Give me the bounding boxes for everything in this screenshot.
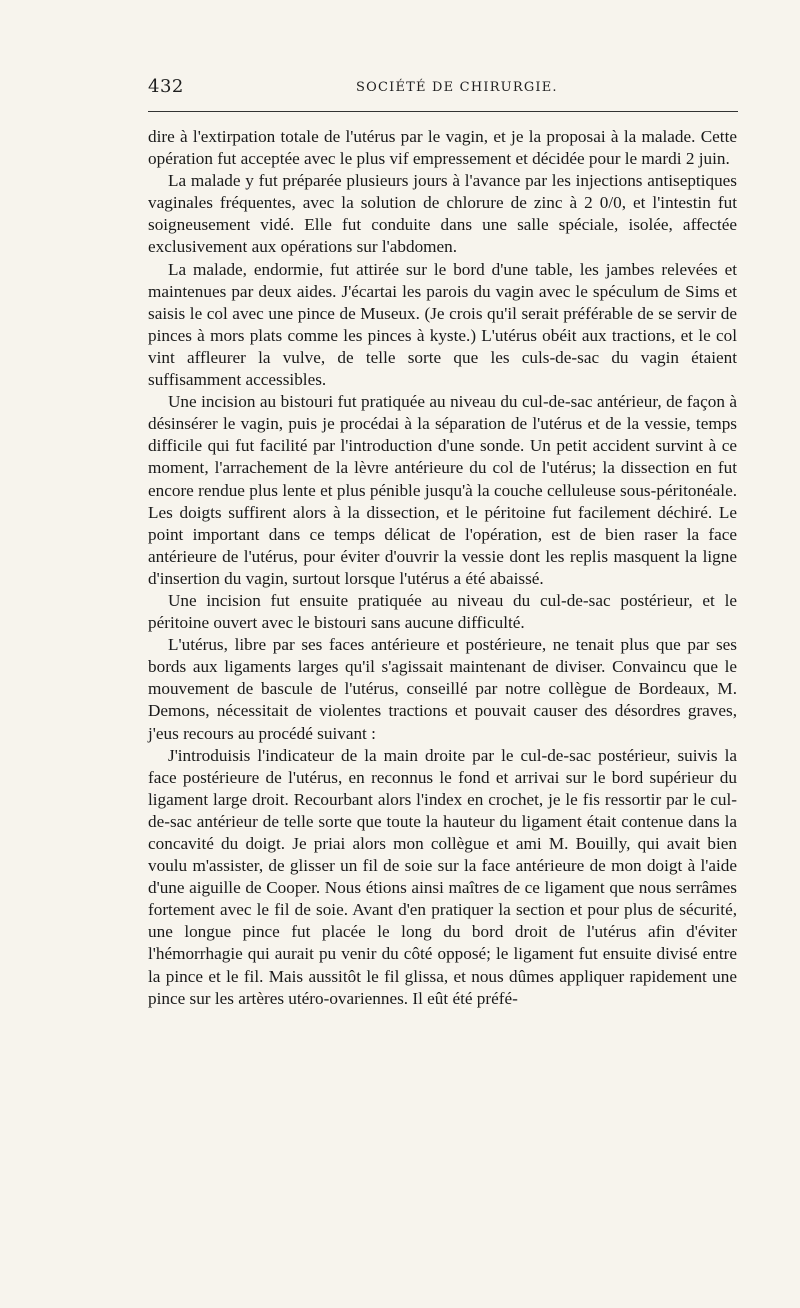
paragraph: Une incision fut ensuite pratiquée au niveau du cul-de-sac postérieur, et le péritoine ouvert avec le bistouri sans aucune difficulté. xyxy=(148,590,737,633)
paragraph: dire à l'extirpation totale de l'utérus par le vagin, et je la proposai à la malade. Cette opération fut acceptée avec le plus vif empressement et décidée pour le mardi 2 juin. xyxy=(148,127,737,169)
paragraph: Une incision au bistouri fut pratiquée au niveau du cul-de-sac antérieur, de façon à désinsérer le vagin, puis je procédai à la séparation de l'utérus et de la vessie, temps difficile qui fut facilité par l'introduction d'une sonde. Un petit accident survint à ce moment, l'arrachement de la lèvre antérieure du col de l'utérus; la dissection en fut encore rendue plus lente et plus pénible jusqu'à la couche celluleuse sous-péritonéale. Les doigts suffirent alors à la dissection, et le péritoine fut facilement déchiré. Le point important dans ce temps délicat de l'opération, est de bien raser la face antérieure de l'utérus, pour éviter d'ouvrir la vessie dont les replis masquent la ligne d'insertion du vagin, surtout lorsque l'utérus a été abaissé. xyxy=(148,392,737,588)
paragraph: J'introduisis l'indicateur de la main droite par le cul-de-sac postérieur, suivis la face postérieure de l'utérus, en reconnus le fond et arrivai sur le bord supérieur du ligament large droit. Recourbant alors l'index en crochet, je le fis ressortir par le cul-de-sac antérieur de telle sorte que toute la hauteur du ligament était contenue dans la concavité du doigt. Je priai alors mon collègue et ami M. Bouilly, qui avait bien voulu m'assister, de glisser un fil de soie sur la face antérieure de mon doigt à l'aide d'une aiguille de Cooper. Nous étions ainsi maîtres de ce ligament que nous serrâmes fortement avec le fil de soie. Avant d'en pratiquer la section et pour plus de sécurité, une longue pince fut placée le long du bord droit de l'utérus afin d'éviter l'hémorrhagie qui aurait pu venir du côté opposé; le ligament fut ensuite divisé entre la pince et le fil. Mais aussitôt le fil glissa, et nous dûmes appliquer rapidement une pince sur les artères utéro-ovariennes. Il eût été préfé- xyxy=(148,745,737,1008)
paragraph: L'utérus, libre par ses faces antérieure et postérieure, ne tenait plus que par ses bords aux ligaments larges qu'il s'agissait maintenant de diviser. Convaincu que le mouvement de bascule de l'utérus, conseillé par notre collègue de Bordeaux, M. Demons, nécessitait de violentes tractions et pouvait causer des désordres graves, j'eus recours au procédé suivant : xyxy=(148,635,737,743)
header-rule xyxy=(148,111,738,112)
running-title: SOCIÉTÉ DE CHIRURGIE. xyxy=(356,80,558,95)
page-number: 432 xyxy=(148,76,184,97)
body-text xyxy=(148,126,737,1010)
paragraph: La malade y fut préparée plusieurs jours à l'avance par les injections antiseptiques vaginales fréquentes, avec la solution de chlorure de zinc à 2 0/0, et l'intestin fut soigneusement vidé. Elle fut conduite dans une salle spéciale, isolée, affectée exclusivement aux opérations sur l'abdomen. xyxy=(148,171,737,257)
page-header xyxy=(148,76,738,102)
paragraph: La malade, endormie, fut attirée sur le bord d'une table, les jambes relevées et maintenues par deux aides. J'écartai les parois du vagin avec le spéculum de Sims et saisis le col avec une pince de Museux. (Je crois qu'il serait préférable de se servir de pinces à mors plats comme les pinces à kyste.) L'utérus obéit aux tractions, et le col vint affleurer la vulve, de telle sorte que les culs-de-sac du vagin étaient suffisamment accessibles. xyxy=(148,259,737,390)
